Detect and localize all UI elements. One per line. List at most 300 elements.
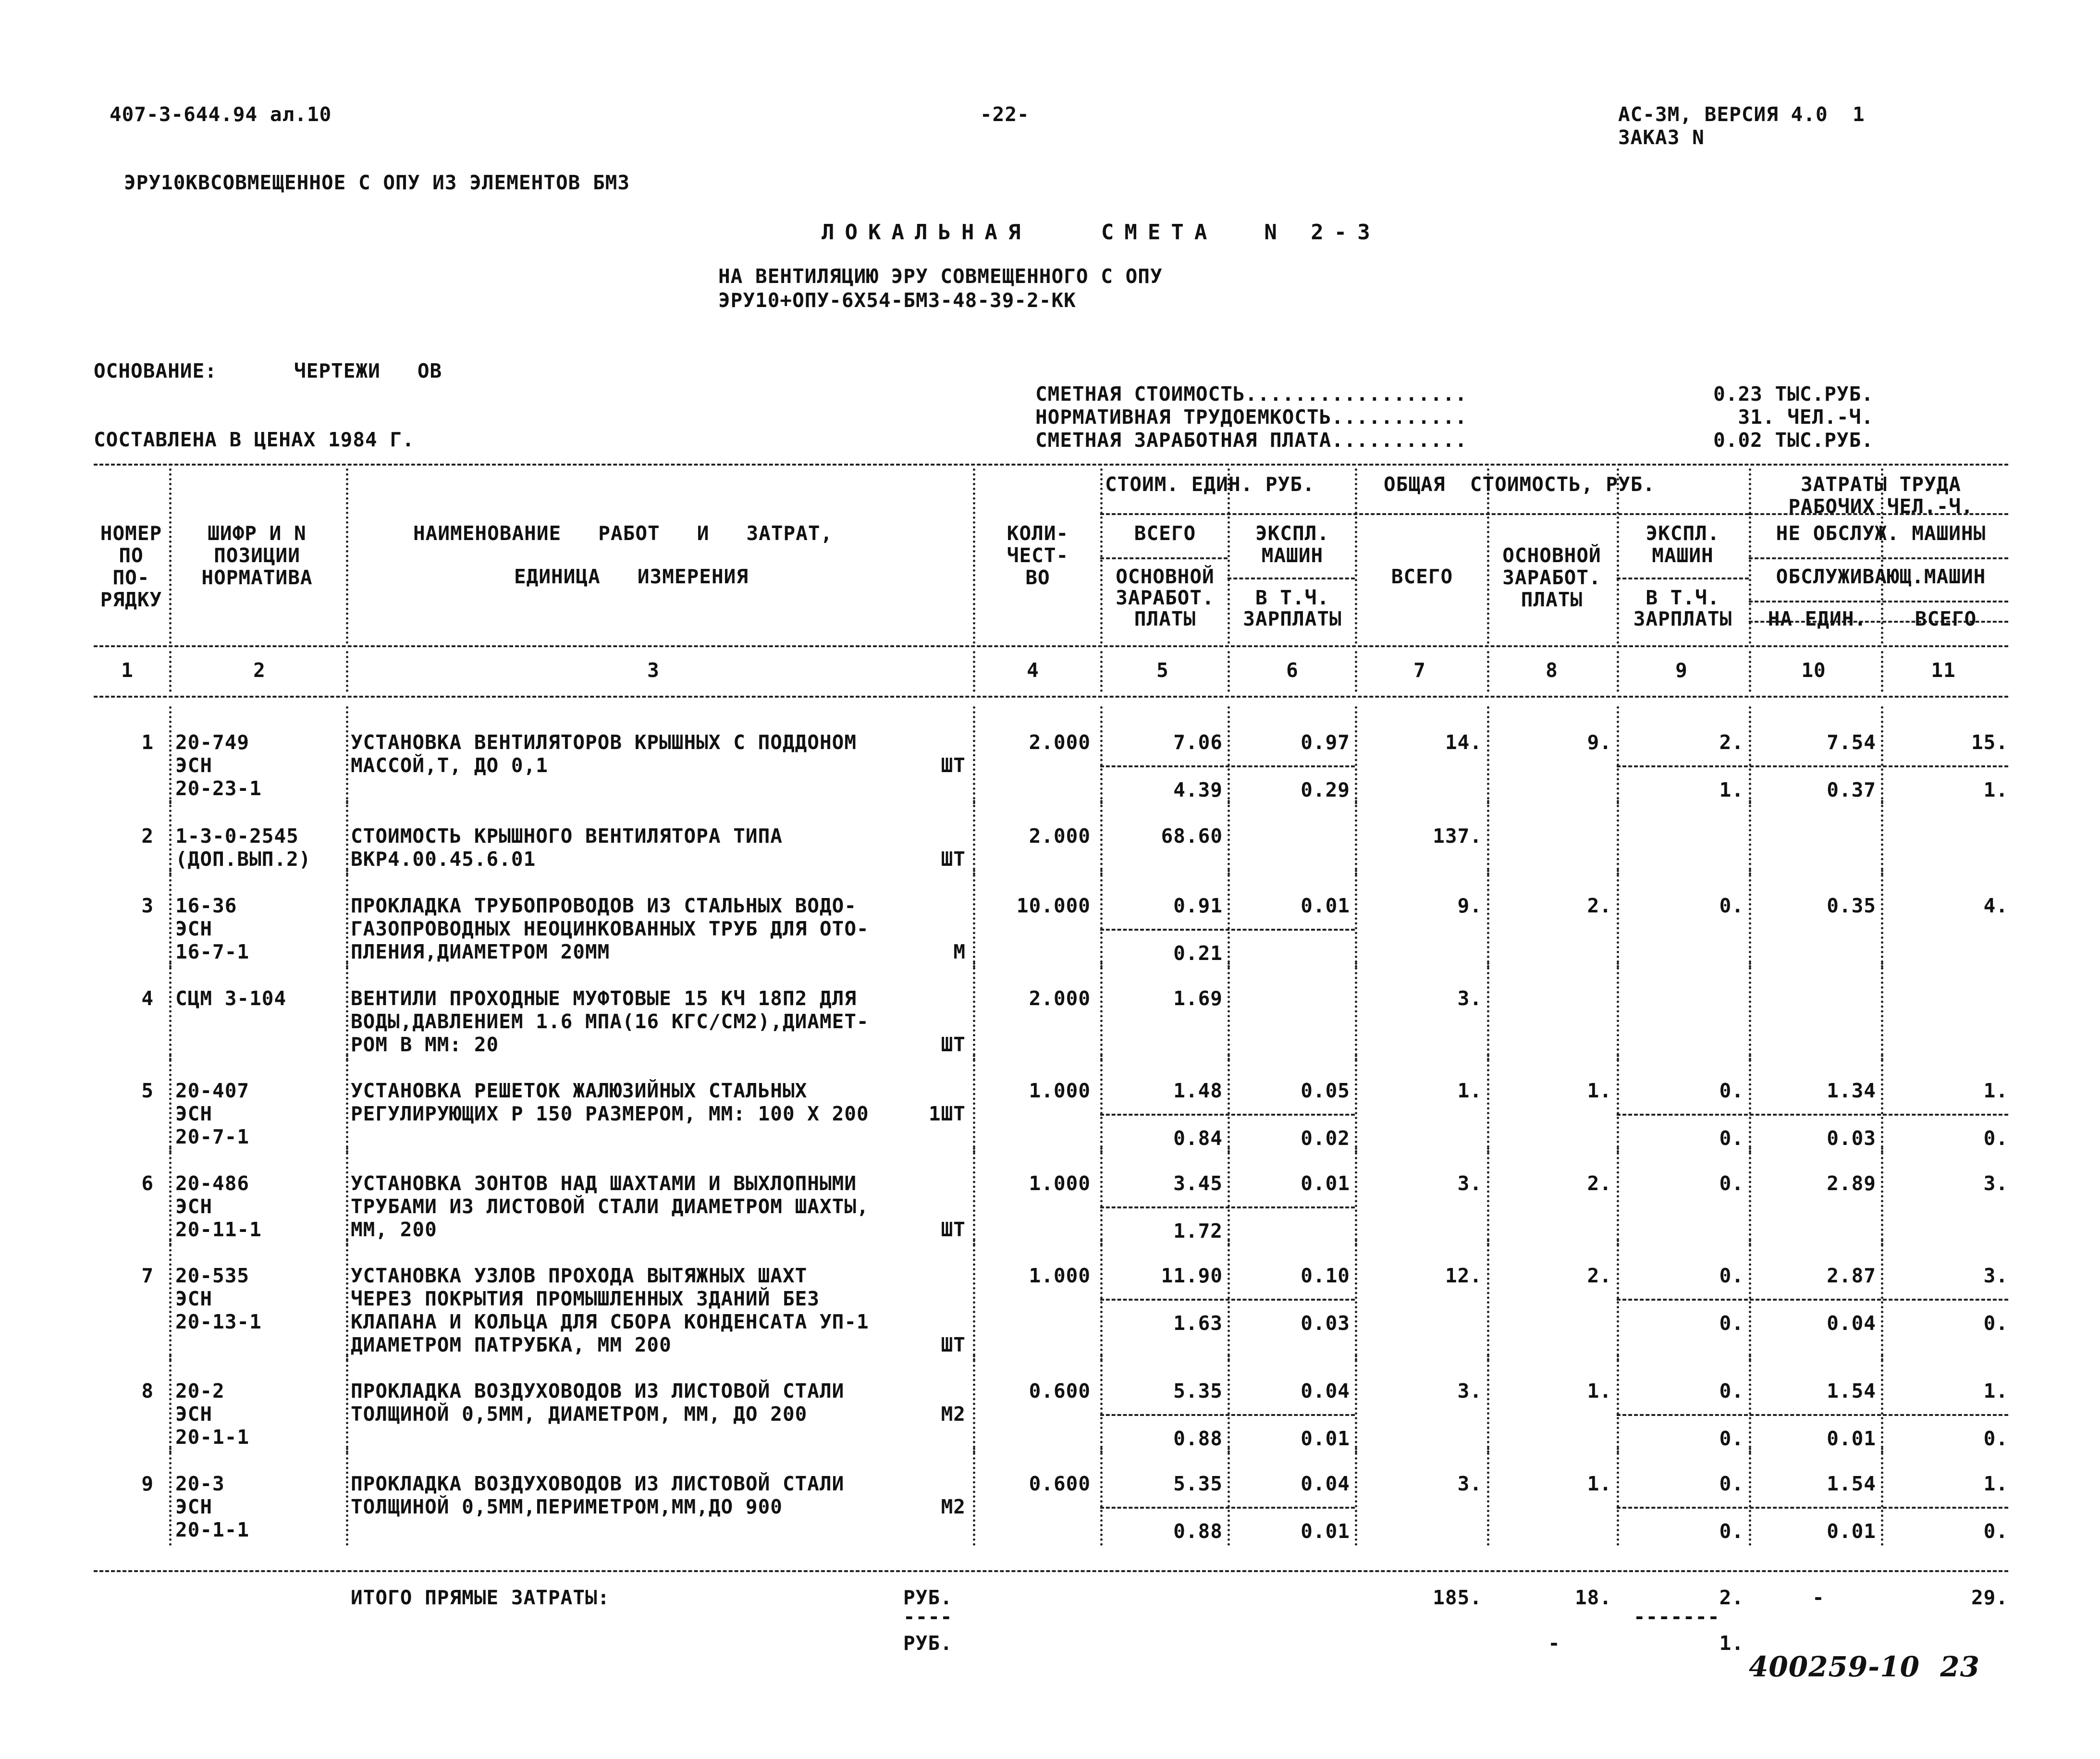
value-c9: 0. (1719, 1079, 1744, 1102)
value-c11-salary: 0. (1983, 1312, 2008, 1335)
value-c7: 3. (1457, 1172, 1482, 1195)
summary-label: НОРМАТИВНАЯ ТРУДОЕМКОСТЬ........... (1035, 406, 1467, 429)
summary-value: 0.23 ТЫС.РУБ. (1713, 382, 1874, 406)
column-number: 9 (1675, 659, 1688, 682)
total-c8: 18. (1574, 1586, 1612, 1609)
column-separator (1228, 1147, 1230, 1245)
norm-code: (ДОП.ВЫП.2) (175, 848, 311, 871)
value-c5: 7.06 (1173, 731, 1223, 754)
value-c11: 4. (1983, 894, 2008, 917)
column-separator (1881, 1147, 1883, 1245)
column-separator (1881, 651, 1883, 692)
header-col4-text: КОЛИ- (1007, 522, 1069, 545)
header-col6-text: ЗАРПЛАТЫ (1243, 607, 1342, 630)
column-separator (1100, 962, 1103, 1060)
value-c10-salary: 0.04 (1827, 1312, 1876, 1335)
column-separator (346, 1355, 348, 1453)
unit-of-measure: ШТ (941, 848, 966, 871)
norm-code: 20-407 (175, 1079, 250, 1102)
handwritten-note: 400259-10 23 (1749, 1650, 1980, 1683)
column-separator (1749, 651, 1751, 692)
column-separator (1100, 1147, 1103, 1245)
column-separator (169, 962, 172, 1060)
column-separator (169, 1147, 172, 1245)
total-c8-b: - (1548, 1632, 1560, 1655)
totals-unit: РУБ. (903, 1586, 953, 1609)
header-col5-text: ВСЕГО (1134, 522, 1196, 545)
column-separator (1100, 1355, 1103, 1453)
column-separator (346, 800, 348, 875)
column-separator (1487, 651, 1489, 692)
norm-code: ЭСН (175, 1287, 213, 1310)
column-separator (1749, 1355, 1751, 1453)
column-separator (169, 1240, 172, 1361)
header-col5-text: ЗАРАБОТ. (1116, 586, 1215, 609)
value-c8: 1. (1587, 1472, 1612, 1495)
norm-code: ЭСН (175, 917, 213, 940)
value-c9-salary: 0. (1719, 1520, 1744, 1543)
norm-code: СЦМ 3-104 (175, 987, 287, 1010)
column-separator (1881, 870, 1883, 968)
value-c5: 5.35 (1173, 1472, 1223, 1495)
column-separator (1487, 1147, 1489, 1245)
quantity: 2.000 (1029, 731, 1091, 754)
sub-line (1100, 1414, 1355, 1416)
sub-line (1617, 1507, 2008, 1509)
header-sub-line (1749, 601, 2008, 603)
header-group-line (1100, 513, 1749, 515)
work-name: ВОДЫ,ДАВЛЕНИЕМ 1.6 МПА(16 КГС/СМ2),ДИАМЕТ- (351, 1010, 869, 1033)
column-separator (169, 706, 172, 804)
column-separator (1355, 1147, 1357, 1245)
value-c9-salary: 0. (1719, 1312, 1744, 1335)
work-name: ПЛЕНИЯ,ДИАМЕТРОМ 20ММ (351, 940, 610, 963)
row-number: 4 (141, 987, 154, 1010)
column-separator (1100, 468, 1103, 644)
work-name: УСТАНОВКА РЕШЕТОК ЖАЛЮЗИЙНЫХ СТАЛЬНЫХ (351, 1079, 808, 1102)
value-c10: 1.54 (1827, 1379, 1876, 1402)
column-separator (1749, 1147, 1751, 1245)
column-separator (1355, 468, 1357, 644)
column-separator (1617, 1147, 1619, 1245)
column-separator (973, 1355, 975, 1453)
value-c11-salary: 0. (1983, 1427, 2008, 1450)
value-c6-salary: 0.01 (1301, 1520, 1350, 1543)
column-separator (1355, 1055, 1357, 1153)
total-c9-b: 1. (1719, 1632, 1744, 1655)
value-c5: 68.60 (1161, 824, 1223, 848)
column-number: 8 (1546, 659, 1558, 682)
column-separator (973, 962, 975, 1060)
value-c11: 15. (1971, 731, 2008, 754)
work-name: ЧЕРЕЗ ПОКРЫТИЯ ПРОМЫШЛЕННЫХ ЗДАНИЙ БЕЗ (351, 1287, 820, 1310)
norm-code: ЭСН (175, 1195, 213, 1218)
row-number: 2 (141, 824, 154, 848)
work-name: ДИАМЕТРОМ ПАТРУБКА, ММ 200 (351, 1333, 672, 1356)
sub-line (1617, 1299, 2008, 1301)
norm-code: 16-7-1 (175, 940, 250, 963)
header-col2-text: ПОЗИЦИИ (214, 544, 300, 567)
column-separator (169, 800, 172, 875)
norm-code: 20-7-1 (175, 1125, 250, 1148)
value-c5: 3.45 (1173, 1172, 1223, 1195)
value-c10-salary: 0.01 (1827, 1427, 1876, 1450)
column-separator (1881, 706, 1883, 804)
value-c6-salary: 0.03 (1301, 1312, 1350, 1335)
value-c5: 0.91 (1173, 894, 1223, 917)
column-separator (1228, 651, 1230, 692)
column-separator (1749, 1055, 1751, 1153)
column-separator (973, 706, 975, 804)
norm-code: ЭСН (175, 1402, 213, 1426)
value-c9: 0. (1719, 894, 1744, 917)
norm-code: ЭСН (175, 1495, 213, 1518)
value-c9-salary: 0. (1719, 1427, 1744, 1450)
column-separator (973, 1448, 975, 1546)
value-c6-salary: 0.02 (1301, 1127, 1350, 1150)
row-number: 8 (141, 1379, 154, 1402)
value-c7: 137. (1433, 824, 1482, 848)
sub-line (1617, 1114, 2008, 1116)
value-c5: 1.69 (1173, 987, 1223, 1010)
value-c6: 0.97 (1301, 731, 1350, 754)
column-separator (1487, 962, 1489, 1060)
value-c10: 2.87 (1827, 1264, 1876, 1287)
column-separator (1487, 800, 1489, 875)
work-name: ПРОКЛАДКА ТРУБОПРОВОДОВ ИЗ СТАЛЬНЫХ ВОДО- (351, 894, 857, 917)
column-separator (1487, 1055, 1489, 1153)
value-c9: 0. (1719, 1472, 1744, 1495)
header-col2-text: ШИФР И N (208, 522, 307, 545)
header-col3-title: НАИМЕНОВАНИЕ РАБОТ И ЗАТРАТ, (413, 522, 833, 545)
column-numbers-line (94, 696, 2008, 698)
header-bottom-line (94, 645, 2008, 647)
column-separator (1100, 706, 1103, 804)
sub-line (1100, 1299, 1355, 1301)
value-c6-salary: 0.29 (1301, 778, 1350, 801)
value-c6: 0.10 (1301, 1264, 1350, 1287)
summary-label: СМЕТНАЯ ЗАРАБОТНАЯ ПЛАТА........... (1035, 429, 1467, 452)
value-c11: 1. (1983, 1379, 2008, 1402)
column-separator (169, 1355, 172, 1453)
quantity: 2.000 (1029, 824, 1091, 848)
column-separator (1487, 870, 1489, 968)
row-number: 9 (141, 1472, 154, 1495)
column-separator (346, 706, 348, 804)
row-number: 3 (141, 894, 154, 917)
row-number: 5 (141, 1079, 154, 1102)
unit-of-measure: ШТ (941, 1333, 966, 1356)
work-name: ТОЛЩИНОЙ 0,5ММ, ДИАМЕТРОМ, ММ, ДО 200 (351, 1402, 808, 1426)
column-separator (973, 1147, 975, 1245)
totals-label: ИТОГО ПРЯМЫЕ ЗАТРАТЫ: (351, 1586, 610, 1609)
unit-of-measure: М2 (941, 1495, 966, 1518)
header-col9-text: В Т.Ч. (1646, 586, 1720, 609)
column-separator (346, 1240, 348, 1361)
column-separator (1749, 1448, 1751, 1546)
value-c10: 0.35 (1827, 894, 1876, 917)
unit-of-measure: М2 (941, 1402, 966, 1426)
value-c6-salary: 0.01 (1301, 1427, 1350, 1450)
column-separator (1228, 1355, 1230, 1453)
work-name: ТОЛЩИНОЙ 0,5ММ,ПЕРИМЕТРОМ,ММ,ДО 900 (351, 1495, 783, 1518)
column-separator (1100, 800, 1103, 875)
total-c7: 185. (1433, 1586, 1482, 1609)
norm-code: 20-23-1 (175, 777, 262, 800)
norm-code: ЭСН (175, 1102, 213, 1125)
value-c8: 2. (1587, 894, 1612, 917)
value-c11-salary: 0. (1983, 1127, 2008, 1150)
totals-unit-2: РУБ. (903, 1632, 953, 1655)
column-number: 6 (1286, 659, 1299, 682)
column-separator (1749, 962, 1751, 1060)
table-bottom-line (94, 1570, 2008, 1572)
row-number: 7 (141, 1264, 154, 1287)
value-c5-salary: 1.72 (1173, 1219, 1223, 1242)
header-labor-group: ЗАТРАТЫ ТРУДА (1801, 473, 1961, 496)
row-number: 1 (141, 731, 154, 754)
header-col1-text: РЯДКУ (100, 588, 162, 611)
column-number: 2 (253, 659, 266, 682)
column-separator (1617, 1355, 1619, 1453)
column-number: 10 (1801, 659, 1826, 682)
column-separator (1228, 800, 1230, 875)
column-separator (1881, 800, 1883, 875)
unit-of-measure: ШТ (941, 1218, 966, 1241)
header-col9-text: ЭКСПЛ. (1646, 522, 1720, 545)
value-c10: 1.34 (1827, 1079, 1876, 1102)
value-c9: 0. (1719, 1172, 1744, 1195)
column-separator (973, 1240, 975, 1361)
column-separator (346, 1147, 348, 1245)
column-separator (1617, 1055, 1619, 1153)
header-sub-line (1617, 578, 1749, 579)
value-c8: 9. (1587, 731, 1612, 754)
column-separator (973, 1055, 975, 1153)
norm-code: 20-1-1 (175, 1426, 250, 1449)
value-c6: 0.04 (1301, 1472, 1350, 1495)
header-col9-text: МАШИН (1652, 544, 1714, 567)
column-separator (1100, 651, 1103, 692)
estimate-subtitle-2: ЭРУ10+ОПУ-6Х54-БМЗ-48-39-2-КК (718, 289, 1076, 312)
header-col11-text: ВСЕГО (1915, 607, 1977, 630)
norm-code: 20-486 (175, 1172, 250, 1195)
value-c10-salary: 0.03 (1827, 1127, 1876, 1150)
header-col1-text: НОМЕР (100, 522, 162, 545)
value-c7: 3. (1457, 1379, 1482, 1402)
norm-code: 1-3-0-2545 (175, 824, 299, 848)
header-col6-text: ЭКСПЛ. (1255, 522, 1330, 545)
work-name: ВКР4.00.45.6.01 (351, 848, 536, 871)
value-c11: 3. (1983, 1172, 2008, 1195)
column-separator (169, 468, 172, 644)
column-separator (1881, 1355, 1883, 1453)
header-labor-serving: ОБСЛУЖИВАЮЩ.МАШИН (1776, 565, 1986, 588)
header-sub-line (1228, 578, 1355, 579)
column-separator (1749, 870, 1751, 968)
unit-of-measure: ШТ (941, 1033, 966, 1056)
work-name: МАССОЙ,Т, ДО 0,1 (351, 754, 548, 777)
norm-code: 20-11-1 (175, 1218, 262, 1241)
header-unit-cost-group: СТОИМ. ЕДИН. РУБ. (1105, 473, 1315, 496)
value-c5: 1.48 (1173, 1079, 1223, 1102)
column-separator (1100, 1448, 1103, 1546)
page-number: -22- (980, 103, 1030, 126)
totals-dash: ---- (903, 1605, 953, 1628)
work-name: УСТАНОВКА ВЕНТИЛЯТОРОВ КРЫШНЫХ С ПОДДОНОМ (351, 731, 857, 754)
value-c8: 1. (1587, 1379, 1612, 1402)
work-name: ГАЗОПРОВОДНЫХ НЕОЦИНКОВАННЫХ ТРУБ ДЛЯ ОТО- (351, 917, 869, 940)
column-separator (1355, 706, 1357, 804)
header-labor-group: РАБОЧИХ ЧЕЛ.-Ч. (1788, 495, 1974, 518)
column-separator (1355, 800, 1357, 875)
column-separator (169, 651, 172, 692)
column-separator (1228, 1448, 1230, 1546)
header-col6-text: В Т.Ч. (1255, 586, 1330, 609)
column-separator (1749, 800, 1751, 875)
quantity: 1.000 (1029, 1264, 1091, 1287)
column-separator (1617, 1448, 1619, 1546)
column-separator (1617, 706, 1619, 804)
header-labor-not-serving: НЕ ОБСЛУЖ. МАШИНЫ (1776, 522, 1986, 545)
header-col3-unit: ЕДИНИЦА ИЗМЕРЕНИЯ (514, 565, 749, 588)
work-name: КЛАПАНА И КОЛЬЦА ДЛЯ СБОРА КОНДЕНСАТА УП-1 (351, 1310, 869, 1333)
value-c11-salary: 1. (1983, 778, 2008, 801)
column-separator (346, 1448, 348, 1546)
work-name: СТОИМОСТЬ КРЫШНОГО ВЕНТИЛЯТОРА ТИПА (351, 824, 783, 848)
column-number: 11 (1931, 659, 1956, 682)
column-separator (1355, 651, 1357, 692)
value-c10-salary: 0.37 (1827, 778, 1876, 801)
column-separator (1487, 1448, 1489, 1546)
header-col6-text: МАШИН (1261, 544, 1324, 567)
work-name: ПРОКЛАДКА ВОЗДУХОВОДОВ ИЗ ЛИСТОВОЙ СТАЛИ (351, 1379, 845, 1402)
header-col9-text: ЗАРПЛАТЫ (1633, 607, 1732, 630)
header-col4-text: ВО (1025, 566, 1050, 589)
quantity: 2.000 (1029, 987, 1091, 1010)
value-c11: 1. (1983, 1472, 2008, 1495)
basis-label: ОСНОВАНИЕ: (94, 359, 217, 382)
column-separator (1228, 1055, 1230, 1153)
quantity: 10.000 (1016, 894, 1091, 917)
column-separator (973, 468, 975, 644)
value-c8: 2. (1587, 1172, 1612, 1195)
value-c10-salary: 0.01 (1827, 1520, 1876, 1543)
column-separator (346, 1055, 348, 1153)
value-c7: 14. (1445, 731, 1482, 754)
total-c9: 2. (1719, 1586, 1744, 1609)
value-c5-salary: 0.88 (1173, 1520, 1223, 1543)
total-c9-dash: ------- (1633, 1605, 1720, 1628)
column-separator (1355, 962, 1357, 1060)
norm-code: 16-36 (175, 894, 237, 917)
header-col4-text: ЧЕСТ- (1007, 544, 1069, 567)
value-c8: 2. (1587, 1264, 1612, 1287)
value-c7: 3. (1457, 1472, 1482, 1495)
column-separator (346, 651, 348, 692)
value-c5-salary: 0.88 (1173, 1427, 1223, 1450)
value-c7: 12. (1445, 1264, 1482, 1287)
column-separator (169, 1055, 172, 1153)
sub-line (1100, 765, 1355, 767)
work-name: УСТАНОВКА ЗОНТОВ НАД ШАХТАМИ И ВЫХЛОПНЫМИ (351, 1172, 857, 1195)
value-c5-salary: 4.39 (1173, 778, 1223, 801)
norm-code: 20-3 (175, 1472, 225, 1495)
column-separator (1881, 1055, 1883, 1153)
column-separator (1617, 651, 1619, 692)
column-separator (1228, 870, 1230, 968)
norm-code: 20-2 (175, 1379, 225, 1402)
norm-code: 20-13-1 (175, 1310, 262, 1333)
header-col2-text: НОРМАТИВА (201, 566, 313, 589)
column-separator (346, 962, 348, 1060)
sub-line (1617, 765, 2008, 767)
summary-value: 31. ЧЕЛ.-Ч. (1738, 406, 1874, 429)
value-c11: 3. (1983, 1264, 2008, 1287)
basis-value: ЧЕРТЕЖИ ОВ (294, 359, 442, 382)
header-col10-text: НА ЕДИН. (1768, 607, 1867, 630)
column-number: 3 (647, 659, 660, 682)
header-col8-text: ПЛАТЫ (1521, 588, 1583, 611)
column-separator (1487, 706, 1489, 804)
header-col8-text: ОСНОВНОЙ (1502, 544, 1601, 567)
column-separator (346, 870, 348, 968)
quantity: 1.000 (1029, 1079, 1091, 1102)
total-c10: - (1812, 1586, 1825, 1609)
document-code: 407-3-644.94 ал.10 (110, 103, 332, 126)
column-separator (169, 870, 172, 968)
column-separator (169, 1448, 172, 1546)
unit-of-measure: ШТ (941, 754, 966, 777)
header-col1-text: ПО- (112, 566, 150, 589)
value-c9-salary: 0. (1719, 1127, 1744, 1150)
value-c5: 5.35 (1173, 1379, 1223, 1402)
column-separator (1355, 870, 1357, 968)
value-c7: 3. (1457, 987, 1482, 1010)
norm-code: 20-535 (175, 1264, 250, 1287)
value-c7: 1. (1457, 1079, 1482, 1102)
column-separator (1749, 468, 1751, 644)
column-separator (1100, 1055, 1103, 1153)
value-c5-salary: 0.21 (1173, 942, 1223, 965)
column-number: 7 (1413, 659, 1426, 682)
sub-line (1100, 1206, 1355, 1208)
column-separator (1487, 1240, 1489, 1361)
column-separator (1881, 1448, 1883, 1546)
work-name: ТРУБАМИ ИЗ ЛИСТОВОЙ СТАЛИ ДИАМЕТРОМ ШАХТЫ, (351, 1195, 869, 1218)
column-separator (1749, 706, 1751, 804)
header-col7-text: ВСЕГО (1391, 565, 1453, 588)
value-c10: 7.54 (1827, 731, 1876, 754)
sub-line (1100, 929, 1355, 931)
column-separator (346, 468, 348, 644)
column-separator (1355, 1355, 1357, 1453)
value-c10: 2.89 (1827, 1172, 1876, 1195)
quantity: 0.600 (1029, 1379, 1091, 1402)
header-total-cost-group: ОБЩАЯ СТОИМОСТЬ, РУБ. (1384, 473, 1656, 496)
column-separator (1228, 706, 1230, 804)
sub-line (1100, 1114, 1355, 1116)
value-c6: 0.01 (1301, 1172, 1350, 1195)
value-c11: 1. (1983, 1079, 2008, 1102)
column-separator (1881, 962, 1883, 1060)
summary-value: 0.02 ТЫС.РУБ. (1713, 429, 1874, 452)
header-col8-text: ЗАРАБОТ. (1502, 566, 1601, 589)
value-c10: 1.54 (1827, 1472, 1876, 1495)
row-number: 6 (141, 1172, 154, 1195)
value-c6: 0.05 (1301, 1079, 1350, 1102)
quantity: 0.600 (1029, 1472, 1091, 1495)
